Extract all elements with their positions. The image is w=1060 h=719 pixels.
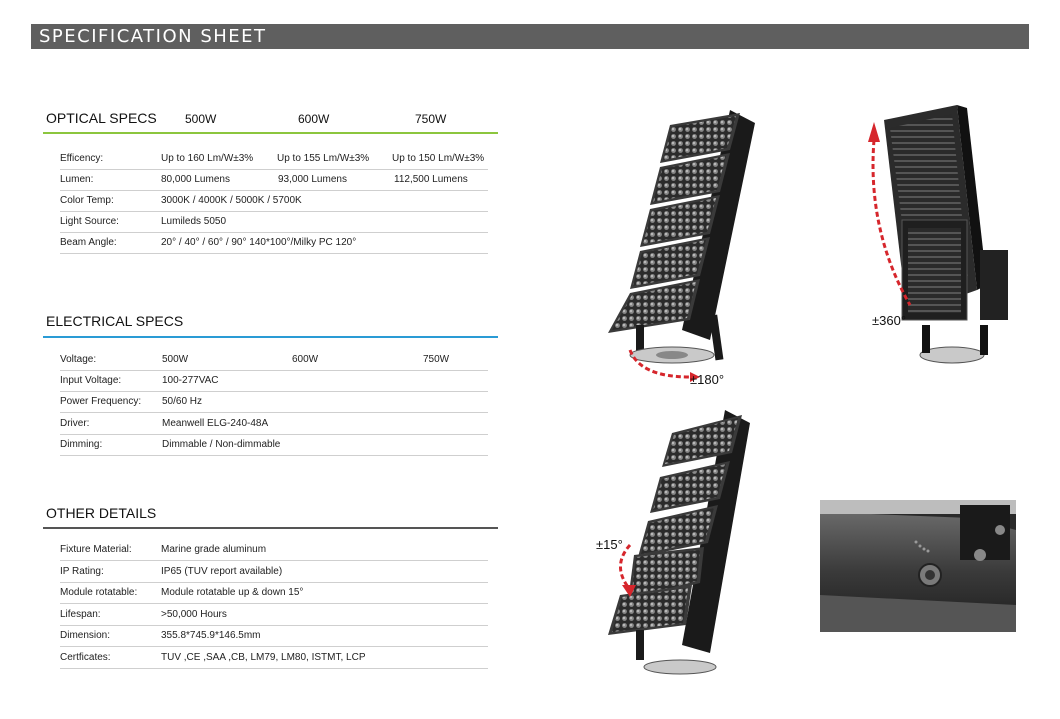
- optical-col-500w: 500W: [185, 112, 217, 126]
- optical-col-750w: 750W: [415, 112, 447, 126]
- floodlight-front-view-image: [600, 105, 770, 390]
- electrical-accent-rule: [43, 336, 498, 338]
- table-row: [60, 604, 488, 626]
- row-value: 80,000 Lumens: [161, 174, 230, 185]
- table-row: [60, 190, 488, 212]
- table-row: [60, 232, 488, 254]
- page-title: SPECIFICATION SHEET: [31, 24, 1029, 49]
- row-label: Certficates:: [60, 652, 111, 663]
- rotation-scale-closeup-image: [820, 500, 1016, 632]
- row-value: 100-277VAC: [162, 375, 219, 386]
- row-value: 20° / 40° / 60° / 90° 140*100°/Milky PC 120°: [161, 237, 357, 248]
- row-value: 355.8*745.9*146.5mm: [161, 630, 261, 641]
- row-label: IP Rating:: [60, 566, 104, 577]
- table-row: [60, 647, 488, 669]
- table-row: [60, 148, 488, 170]
- row-value: IP65 (TUV report available): [161, 566, 283, 577]
- tilt-15-label: ±15°: [596, 537, 623, 552]
- row-value: 500W: [162, 354, 189, 365]
- table-row: [60, 413, 488, 435]
- row-label: Color Temp:: [60, 195, 114, 206]
- table-row: [60, 349, 488, 371]
- row-label: Beam Angle:: [60, 237, 117, 248]
- table-row: [60, 169, 488, 191]
- electrical-specs-title: ELECTRICAL SPECS: [46, 313, 184, 329]
- optical-accent-rule: [43, 132, 498, 134]
- optical-specs-title: OPTICAL SPECS: [46, 110, 157, 126]
- row-value: Up to 155 Lm/W±3%: [277, 153, 370, 164]
- row-value: Marine grade aluminum: [161, 544, 267, 555]
- table-row: [60, 625, 488, 647]
- rotation-360-label: ±360°: [872, 313, 907, 328]
- row-label: Light Source:: [60, 216, 119, 227]
- row-value: Dimmable / Non-dimmable: [162, 439, 281, 450]
- table-row: [60, 370, 488, 392]
- table-row: [60, 434, 488, 456]
- table-row: [60, 539, 488, 561]
- optical-col-600w: 600W: [298, 112, 330, 126]
- table-row: [60, 211, 488, 233]
- row-value: TUV ,CE ,SAA ,CB, LM79, LM80, ISTMT, LCP: [161, 652, 366, 663]
- row-label: Lumen:: [60, 174, 94, 185]
- row-label: Dimming:: [60, 439, 103, 450]
- row-value: >50,000 Hours: [161, 609, 227, 620]
- row-label: Module rotatable:: [60, 587, 138, 598]
- floodlight-module-tilt-image: [600, 405, 765, 685]
- row-label: Lifespan:: [60, 609, 101, 620]
- table-row: [60, 391, 488, 413]
- row-label: Voltage:: [60, 354, 97, 365]
- row-label: Driver:: [60, 418, 90, 429]
- other-details-title: OTHER DETAILS: [46, 505, 157, 521]
- row-value: 750W: [423, 354, 450, 365]
- row-value: Up to 160 Lm/W±3%: [161, 153, 254, 164]
- row-value: Up to 150 Lm/W±3%: [392, 153, 485, 164]
- table-row: [60, 582, 488, 604]
- row-label: Efficency:: [60, 153, 104, 164]
- table-row: [60, 561, 488, 583]
- row-label: Power Frequency:: [60, 396, 142, 407]
- row-value: 112,500 Lumens: [394, 174, 468, 185]
- row-value: Meanwell ELG-240-48A: [162, 418, 269, 429]
- other-accent-rule: [43, 527, 498, 529]
- row-value: 50/60 Hz: [162, 396, 203, 407]
- row-label: Input Voltage:: [60, 375, 122, 386]
- row-label: Dimension:: [60, 630, 111, 641]
- row-value: Lumileds 5050: [161, 216, 227, 227]
- row-value: 3000K / 4000K / 5000K / 5700K: [161, 195, 302, 206]
- row-label: Fixture Material:: [60, 544, 132, 555]
- floodlight-back-view-image: [862, 100, 1032, 375]
- rotation-180-label: ±180°: [690, 372, 725, 387]
- row-value: 600W: [292, 354, 319, 365]
- row-value: 93,000 Lumens: [278, 174, 347, 185]
- row-value: Module rotatable up & down 15°: [161, 587, 304, 598]
